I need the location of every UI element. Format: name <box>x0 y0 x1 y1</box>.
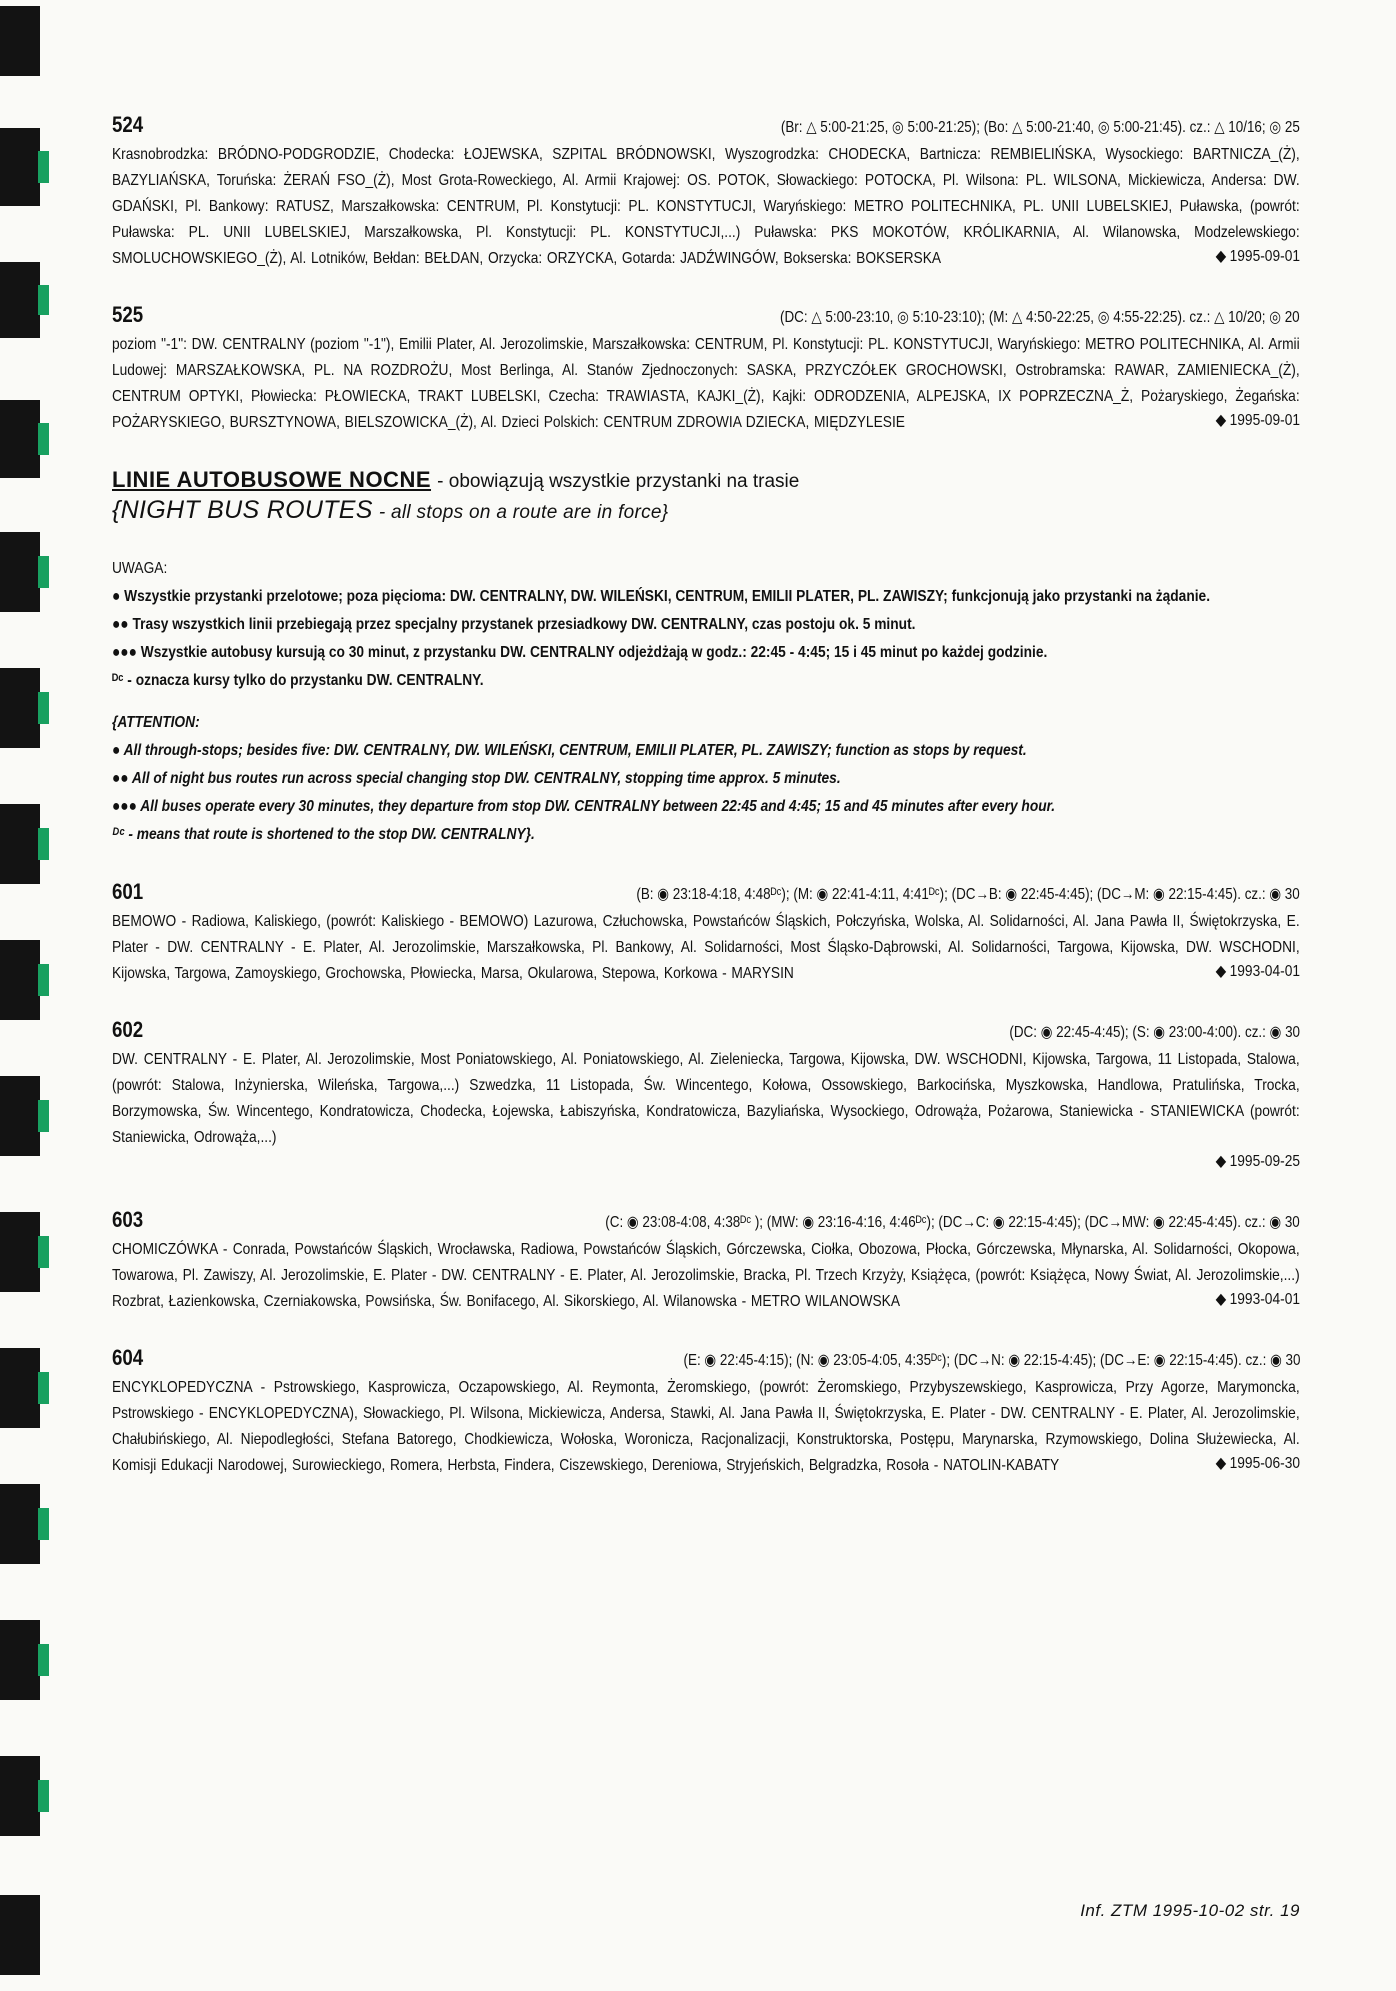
diamond-icon: ◆ <box>1215 1455 1227 1472</box>
section-title <box>112 466 1300 527</box>
note-en-1: ● All through-stops; besides five: DW. CENTRALNY, DW. WILEŃSKI, CENTRUM, EMILII PLATER, PL. ZAWISZY; function as stops by request. <box>112 742 1027 759</box>
date-value: 1995-06-30 <box>1229 1455 1300 1472</box>
route-number: 604 <box>112 1345 144 1370</box>
route-entry-601 <box>112 879 1300 981</box>
route-date <box>278 246 1300 266</box>
note-1: ● Wszystkie przystanki przelotowe; poza pięcioma: DW. CENTRALNY, DW. WILEŃSKI, CENTRUM, EMILII PLATER, PL. ZAWISZY; funkcjonują jako przystanki na żądanie. <box>112 588 1211 605</box>
route-description: DW. CENTRALNY - E. Plater, Al. Jerozolimskie, Most Poniatowskiego, Al. Poniatowskiego, Al. Zieleniecka, Targowa, Kijowska, DW. WSCHODNI, Kijowska, Targowa, 11 Listopada, Stalowa, (powrót: Stalowa, Inżynierska, Wileńska, Targowa,...) Szwedzka, 11 Listopada, Św. Wincentego, Kołowa, Ossowskiego, Barkocińska, Myszkowska, Handlowa, Pratulińska, Trocka, Borzymowska, Św. Wincentego, Kondratowicza, Chodecka, Łojewska, Łabiszyńska, Kondratowicza, Bazyliańska, Wysockiego, Odrowąża, Pożarowa, Staniewicka - STANIEWICKA (powrót: Staniewicka, Odrowąża,...) <box>112 1051 1300 1146</box>
page-content <box>112 112 1300 1509</box>
route-schedule: (DC: ◉ 22:45-4:45); (S: ◉ 23:00-4:00). cz.: ◉ 30 <box>1009 1024 1300 1041</box>
route-schedule: (C: ◉ 23:08-4:08, 4:38ᴰᶜ ); (MW: ◉ 23:16-4:16, 4:46ᴰᶜ); (DC→C: ◉ 22:15-4:45); (DC→MW: ◉ 22:45-4:45). cz.: ◉ 30 <box>605 1214 1300 1231</box>
date-value: 1993-04-01 <box>1229 1291 1300 1308</box>
route-schedule: (Br: △ 5:00-21:25, ◎ 5:00-21:25); (Bo: △ 5:00-21:40, ◎ 5:00-21:45). cz.: △ 10/16; ◎ 25 <box>781 119 1300 136</box>
route-entry-524 <box>112 112 1300 266</box>
binding-bar <box>0 1348 40 1428</box>
binding-bar <box>0 532 40 612</box>
binding-bar <box>0 1620 40 1700</box>
note-4: ᴰᶜ - oznacza kursy tylko do przystanku DW. CENTRALNY. <box>112 672 484 689</box>
diamond-icon: ◆ <box>1215 1153 1227 1170</box>
route-number: 603 <box>112 1207 144 1232</box>
note-en-3: ●●● All buses operate every 30 minutes, they departure from stop DW. CENTRALNY between 22:45 and 4:45; 15 and 45 minutes after every hour. <box>112 798 1056 815</box>
diamond-icon: ◆ <box>1215 412 1227 429</box>
note-en-2: ●● All of night bus routes run across special changing stop DW. CENTRALNY, stopping time approx. 5 minutes. <box>112 770 841 787</box>
route-entry-525 <box>112 302 1300 430</box>
route-schedule: (B: ◉ 23:18-4:18, 4:48ᴰᶜ); (M: ◉ 22:41-4:11, 4:41ᴰᶜ); (DC→B: ◉ 22:45-4:45); (DC→M: ◉ 22:15-4:45). cz.: ◉ 30 <box>636 886 1300 903</box>
route-date <box>278 1289 1300 1309</box>
diamond-icon: ◆ <box>1215 963 1227 980</box>
route-number: 602 <box>112 1017 144 1042</box>
diamond-icon: ◆ <box>1215 1291 1227 1308</box>
route-date <box>278 410 1300 430</box>
notes-heading: UWAGA: <box>112 560 168 577</box>
note-3: ●●● Wszystkie autobusy kursują co 30 minut, z przystanku DW. CENTRALNY odjeżdżają w godz.: 22:45 - 4:45; 15 i 45 minut po każdej godzinie. <box>112 644 1048 661</box>
note-2: ●● Trasy wszystkich linii przebiegają przez specjalny przystanek przesiadkowy DW. CENTRALNY, czas postoju ok. 5 minut. <box>112 616 916 633</box>
notes-block <box>112 555 1300 849</box>
notes-heading-en: {ATTENTION: <box>112 714 200 731</box>
route-description: BEMOWO - Radiowa, Kaliskiego, (powrót: Kaliskiego - BEMOWO) Lazurowa, Człuchowska, Powstańców Śląskich, Połczyńska, Wolska, Al. Solidarności, Al. Jana Pawła II, Świętokrzyska, E. Plater - DW. CENTRALNY - E. Plater, Al. Jerozolimskie, Marszałkowska, Pl. Bankowy, Al. Solidarności, Most Śląsko-Dąbrowski, Al. Solidarności, Targowa, Kijowska, DW. WSCHODNI, Kijowska, Targowa, Zamoyskiego, Grochowska, Płowiecka, Marsa, Okularowa, Stepowa, Korkowa - MARYSIN <box>112 913 1300 982</box>
route-entry-602 <box>112 1017 1300 1171</box>
route-schedule: (DC: △ 5:00-23:10, ◎ 5:10-23:10); (M: △ 4:50-22:25, ◎ 4:55-22:25). cz.: △ 10/20; ◎ 20 <box>780 309 1300 326</box>
binding-bar <box>0 1484 40 1564</box>
binding-bar <box>0 804 40 884</box>
route-entry-603 <box>112 1207 1300 1309</box>
diamond-icon: ◆ <box>1215 248 1227 265</box>
section-subtitle: - obowiązują wszystkie przystanki na trasie <box>437 471 800 492</box>
route-number: 525 <box>112 302 144 327</box>
route-date <box>278 1453 1300 1473</box>
binding-bar <box>0 400 40 478</box>
date-value: 1995-09-01 <box>1229 412 1300 429</box>
date-value: 1995-09-25 <box>1229 1153 1300 1170</box>
binding-bar <box>0 668 40 748</box>
route-number: 601 <box>112 879 144 904</box>
route-description: CHOMICZÓWKA - Conrada, Powstańców Śląskich, Wrocławska, Radiowa, Powstańców Śląskich, Górczewska, Ciołka, Obozowa, Płocka, Górczewska, Młynarska, Al. Solidarności, Okopowa, Towarowa, Pl. Zawiszy, Al. Jerozolimskie, E. Plater - DW. CENTRALNY - E. Plater, Al. Jerozolimskie, Bracka, Pl. Trzech Krzyży, Książęca, (powrót: Książęca, Nowy Świat, Al. Jerozolimskie,...) Rozbrat, Łazienkowska, Czerniakowska, Powsińska, Św. Bonifacego, Al. Sikorskiego, Al. Wilanowska - METRO WILANOWSKA <box>112 1241 1300 1310</box>
date-value: 1993-04-01 <box>1229 963 1300 980</box>
section-title-main: LINIE AUTOBUSOWE NOCNE <box>112 467 432 492</box>
page-footer: Inf. ZTM 1995-10-02 str. 19 <box>1080 1901 1300 1920</box>
binding-bar <box>0 1756 40 1836</box>
route-number: 524 <box>112 112 144 137</box>
date-value: 1995-09-01 <box>1229 248 1300 265</box>
route-entry-604 <box>112 1345 1300 1473</box>
route-schedule: (E: ◉ 22:45-4:15); (N: ◉ 23:05-4:05, 4:35ᴰᶜ); (DC→N: ◉ 22:15-4:45); (DC→E: ◉ 22:15-4:45). cz.: ◉ 30 <box>683 1352 1300 1369</box>
binding-bar <box>0 262 40 338</box>
section-subtitle-en: - all stops on a route are in force} <box>378 502 669 523</box>
binding-bar <box>0 1212 40 1292</box>
route-description: poziom "-1": DW. CENTRALNY (poziom "-1"), Emilii Plater, Al. Jerozolimskie, Marszałkowska: CENTRUM, Pl. Konstytucji: PL. KONSTYTUCJI, Waryńskiego: METRO POLITECHNIKA, Al. Armii Ludowej: MARSZAŁKOWSKA, PL. NA ROZDROŻU, Most Berlinga, Al. Stanów Zjednoczonych: SASKA, PRZYCZÓŁEK GROCHOWSKI, Ostrobramska: RAWAR, ZAMIENIECKA_(Ż), CENTRUM OPTYKI, Płowiecka: PŁOWIECKA, TRAKT LUBELSKI, Czecha: TRAWIASTA, KAJKI_(Ż), Kajki: ODRODZENIA, ALPEJSKA, IX POPRZECZNA_Ż, Pożaryskiego, Żegańska: POŻARYSKIEGO, BURSZTYNOWA, BIELSZOWICKA_(Ż), Al. Dzieci Polskich: CENTRUM ZDROWIA DZIECKA, MIĘDZYLESIE <box>112 336 1300 431</box>
route-date <box>278 961 1300 981</box>
section-title-en: {NIGHT BUS ROUTES <box>112 496 373 524</box>
route-description: ENCYKLOPEDYCZNA - Pstrowskiego, Kasprowicza, Oczapowskiego, Al. Reymonta, Żeromskiego, (powrót: Żeromskiego, Przybyszewskiego, Kasprowicza, Przy Agorze, Marymoncka, Pstrowskiego - ENCYKLOPEDYCZNA), Słowackiego, Pl. Wilsona, Mickiewicza, Andersa, Stawki, Al. Jana Pawła II, Świętokrzyska, E. Plater - DW. CENTRALNY - E. Plater, Al. Jerozolimskie, Chałubińskiego, Al. Niepodległości, Stefana Batorego, Chodkiewicza, Wołoska, Woronicza, Racjonalizacji, Konstruktorska, Postępu, Marynarska, Rzymowskiego, Dolina Służewiecka, Al. Komisji Edukacji Narodowej, Surowieckiego, Romera, Herbsta, Findera, Ciszewskiego, Dereniowa, Stryjeńskich, Belgradzka, Rosoła - NATOLIN-KABATY <box>112 1379 1300 1474</box>
route-date <box>278 1151 1300 1171</box>
binding-bar <box>0 1076 40 1156</box>
route-description: Krasnobrodzka: BRÓDNO-PODGRODZIE, Chodecka: ŁOJEWSKA, SZPITAL BRÓDNOWSKI, Wyszogrodzka: CHODECKA, Bartnicza: REMBIELIŃSKA, Wysockiego: BARTNICZA_(Ż), BAZYLIAŃSKA, Toruńska: ŻERAŃ FSO_(Ż), Most Grota-Roweckiego, Al. Armii Krajowej: OS. POTOK, Słowackiego: POTOCKA, Pl. Wilsona: PL. WILSONA, Mickiewicza, Andersa: DW. GDAŃSKI, Pl. Bankowy: RATUSZ, Marszałkowska: CENTRUM, Pl. Konstytucji: PL. KONSTYTUCJI, Waryńskiego: METRO POLITECHNIKA, PL. UNII LUBELSKIEJ, Puławska, (powrót: Puławska: PL. UNII LUBELSKIEJ, Marszałkowska, Pl. Konstytucji: PL. KONSTYTUCJI,...) Puławska: PKS MOKOTÓW, KRÓLIKARNIA, Al. Wilanowska, Modzelewskiego: SMOLUCHOWSKIEGO_(Ż), Al. Lotników, Bełdan: BEŁDAN, Orzycka: ORZYCKA, Gotarda: JADŹWINGÓW, Bokserska: BOKSERSKA <box>112 146 1300 267</box>
binding-bar <box>0 940 40 1020</box>
binding-bar <box>0 128 40 206</box>
spiral-binding <box>0 0 52 1991</box>
binding-bar <box>0 6 40 76</box>
binding-bar <box>0 1895 40 1975</box>
note-en-4: ᴰᶜ - means that route is shortened to the stop DW. CENTRALNY}. <box>112 826 535 843</box>
